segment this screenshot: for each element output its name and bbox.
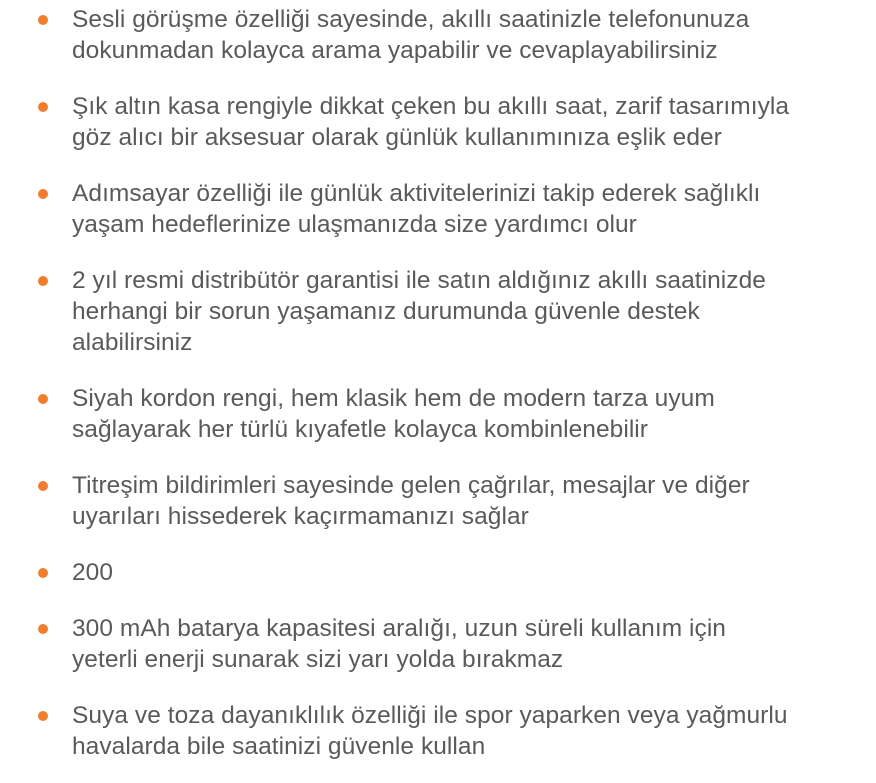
feature-text-line: herhangi bir sorun yaşamanız durumunda güvenle destek bbox=[72, 298, 700, 325]
feature-text-line: Suya ve toza dayanıklılık özelliği ile spor yaparken veya yağmurlu bbox=[72, 702, 788, 729]
feature-item bbox=[0, 557, 876, 588]
feature-text-line: 200 bbox=[72, 559, 114, 586]
bullet-dot-icon bbox=[38, 568, 48, 578]
feature-text-line: dokunmadan kolayca arama yapabilir ve cevaplayabilirsiniz bbox=[72, 37, 718, 64]
feature-item bbox=[0, 700, 876, 762]
bullet-dot-icon bbox=[38, 189, 48, 199]
feature-item bbox=[0, 470, 876, 532]
feature-text-line: Adımsayar özelliği ile günlük aktivitelerinizi takip ederek sağlıklı bbox=[72, 180, 761, 207]
feature-text-line: 2 yıl resmi distribütör garantisi ile satın aldığınız akıllı saatinizde bbox=[72, 267, 766, 294]
feature-text-line: Siyah kordon rengi, hem klasik hem de modern tarza uyum bbox=[72, 385, 715, 412]
feature-item bbox=[0, 178, 876, 240]
bullet-dot-icon bbox=[38, 102, 48, 112]
feature-text-line: Sesli görüşme özelliği sayesinde, akıllı saatinizle telefonunuza bbox=[72, 6, 750, 33]
bullet-dot-icon bbox=[38, 711, 48, 721]
feature-text-line: göz alıcı bir aksesuar olarak günlük kullanımınıza eşlik eder bbox=[72, 124, 722, 151]
feature-item bbox=[0, 4, 876, 66]
bullet-dot-icon bbox=[38, 15, 48, 25]
feature-item bbox=[0, 91, 876, 153]
feature-text-line: Titreşim bildirimleri sayesinde gelen çağrılar, mesajlar ve diğer bbox=[72, 472, 750, 499]
feature-item bbox=[0, 383, 876, 445]
feature-text-line: yaşam hedeflerinize ulaşmanızda size yardımcı olur bbox=[72, 211, 637, 238]
feature-item bbox=[0, 265, 876, 358]
bullet-dot-icon bbox=[38, 624, 48, 634]
bullet-dot-icon bbox=[38, 394, 48, 404]
feature-text-line: uyarıları hissederek kaçırmamanızı sağlar bbox=[72, 503, 529, 530]
feature-text-line: sağlayarak her türlü kıyafetle kolayca kombinlenebilir bbox=[72, 416, 649, 443]
bullet-dot-icon bbox=[38, 276, 48, 286]
feature-text-line: 300 mAh batarya kapasitesi aralığı, uzun süreli kullanım için bbox=[72, 615, 726, 642]
feature-text-line: alabilirsiniz bbox=[72, 329, 193, 356]
bullet-dot-icon bbox=[38, 481, 48, 491]
feature-text-line: havalarda bile saatinizi güvenle kullan bbox=[72, 733, 486, 760]
feature-text-line: yeterli enerji sunarak sizi yarı yolda bırakmaz bbox=[72, 646, 564, 673]
feature-item bbox=[0, 613, 876, 675]
feature-text-line: Şık altın kasa rengiyle dikkat çeken bu akıllı saat, zarif tasarımıyla bbox=[72, 93, 790, 120]
